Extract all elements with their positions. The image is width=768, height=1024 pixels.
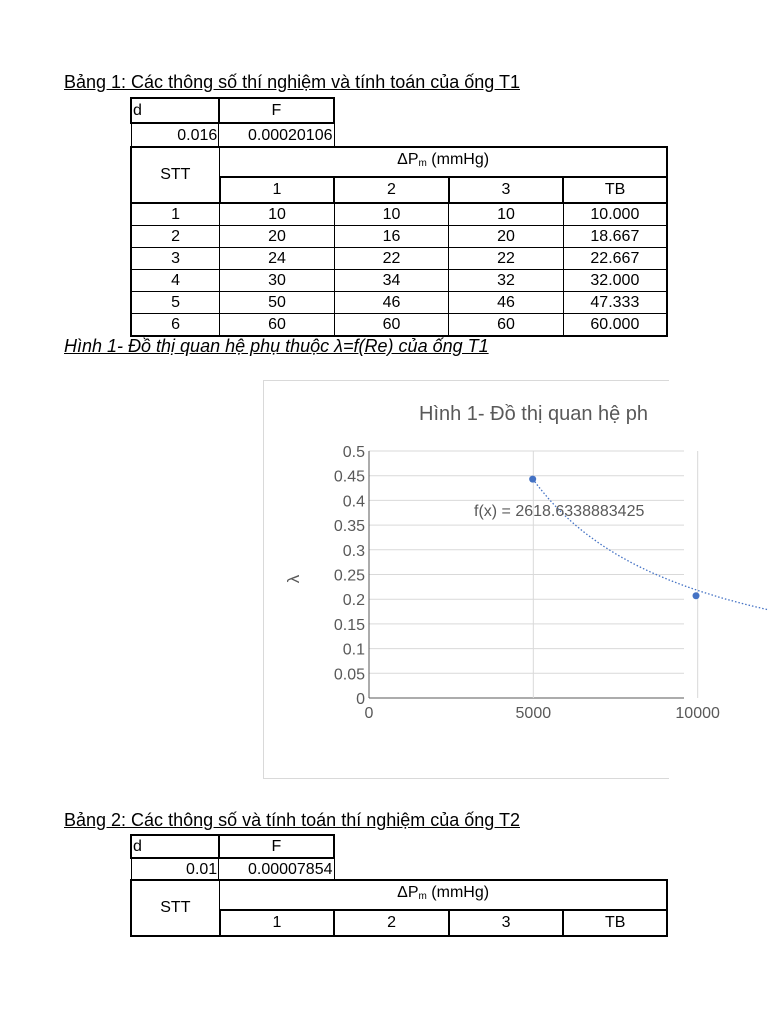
param-value-f: 0.00007854 xyxy=(219,858,334,881)
cell: 18.667 xyxy=(563,226,667,248)
table2-caption: Bảng 2: Các thông số và tính toán thí nghiệm của ống T2 xyxy=(64,810,520,830)
chart-svg xyxy=(264,381,720,778)
cell: 20 xyxy=(220,226,335,248)
table-row xyxy=(131,314,667,337)
cell: 60 xyxy=(449,314,564,337)
y-tick-label: 0.3 xyxy=(342,542,365,560)
lambda-re-chart xyxy=(263,380,720,779)
table2-data xyxy=(130,879,668,937)
gridlines xyxy=(369,451,768,698)
cell: 6 xyxy=(131,314,220,337)
col-header-2: 2 xyxy=(334,910,449,936)
param-value-f: 0.00020106 xyxy=(219,123,334,148)
cell: 30 xyxy=(220,270,335,292)
cell: 4 xyxy=(131,270,220,292)
cell: 60 xyxy=(334,314,449,337)
trendline-equation: f(x) = 2618.6338883425 xyxy=(474,503,645,520)
y-tick-label: 0.35 xyxy=(333,518,365,536)
table-row xyxy=(131,270,667,292)
y-tick-label: 0.5 xyxy=(342,444,365,461)
trendline xyxy=(533,479,768,627)
x-tick-label: 10000 xyxy=(675,705,720,722)
pressure-group-header: $\Delta P_m$ (mmHg) xyxy=(220,147,667,177)
param-label-d: d xyxy=(131,98,219,123)
cell: 60.000 xyxy=(563,314,667,337)
col-header-tb: TB xyxy=(563,177,667,203)
cell: 22.667 xyxy=(563,248,667,270)
cell: 10 xyxy=(334,203,449,226)
figure1-caption: Hình 1- Đồ thị quan hệ phụ thuộc λ=f(Re) của ống T1 xyxy=(64,336,489,356)
cell: 46 xyxy=(449,292,564,314)
data-point xyxy=(529,476,536,483)
y-tick-label: 0.1 xyxy=(342,641,365,659)
cell: 16 xyxy=(334,226,449,248)
param-value-d: 0.01 xyxy=(131,858,219,881)
param-value-d: 0.016 xyxy=(131,123,219,148)
param-label-f: F xyxy=(219,98,334,123)
col-header-1: 1 xyxy=(220,177,335,203)
table-row xyxy=(131,203,667,226)
cell: 32.000 xyxy=(563,270,667,292)
y-tick-label: 0.45 xyxy=(333,468,365,486)
col-header-tb: TB xyxy=(563,910,667,936)
param-label-d: d xyxy=(131,835,219,858)
cell: 1 xyxy=(131,203,220,226)
cell: 50 xyxy=(220,292,335,314)
cell: 46 xyxy=(334,292,449,314)
cell: 34 xyxy=(334,270,449,292)
table1-caption: Bảng 1: Các thông số thí nghiệm và tính toán của ống T1 xyxy=(64,72,520,92)
col-header-2: 2 xyxy=(334,177,449,203)
y-tick-label: 0.25 xyxy=(333,567,365,585)
col-header-1: 1 xyxy=(220,910,335,936)
table-row xyxy=(131,226,667,248)
tick-labels xyxy=(334,444,768,722)
y-tick-label: 0.15 xyxy=(333,616,365,634)
trendline-path xyxy=(533,479,768,627)
pressure-group-header: $\Delta P_m$ (mmHg) xyxy=(220,880,667,910)
stt-header: STT xyxy=(131,147,220,203)
param-label-f: F xyxy=(219,835,334,858)
cell: 24 xyxy=(220,248,335,270)
col-header-3: 3 xyxy=(449,910,564,936)
y-tick-label: 0.2 xyxy=(342,592,365,610)
col-header-3: 3 xyxy=(449,177,564,203)
cell: 20 xyxy=(449,226,564,248)
data-point xyxy=(693,592,700,599)
chart-title: Hình 1- Đồ thị quan hệ ph xyxy=(419,403,649,425)
table1-params xyxy=(130,97,335,148)
x-tick-label: 0 xyxy=(364,705,374,722)
table-row xyxy=(131,248,667,270)
cell: 2 xyxy=(131,226,220,248)
y-tick-label: 0.05 xyxy=(333,666,365,684)
cell: 10 xyxy=(449,203,564,226)
table-row xyxy=(131,292,667,314)
cell: 10 xyxy=(220,203,335,226)
cell: 32 xyxy=(449,270,564,292)
cell: 5 xyxy=(131,292,220,314)
cell: 10.000 xyxy=(563,203,667,226)
data-points xyxy=(529,476,768,647)
table1-data xyxy=(130,146,668,337)
cell: 60 xyxy=(220,314,335,337)
table2-params xyxy=(130,834,335,881)
cell: 22 xyxy=(334,248,449,270)
y-tick-label: 0 xyxy=(356,691,365,708)
cell: 22 xyxy=(449,248,564,270)
x-tick-label: 5000 xyxy=(515,705,552,722)
y-axis-label: λ xyxy=(284,574,303,584)
cell: 47.333 xyxy=(563,292,667,314)
stt-header: STT xyxy=(131,880,220,936)
y-tick-label: 0.4 xyxy=(342,493,365,511)
cell: 3 xyxy=(131,248,220,270)
